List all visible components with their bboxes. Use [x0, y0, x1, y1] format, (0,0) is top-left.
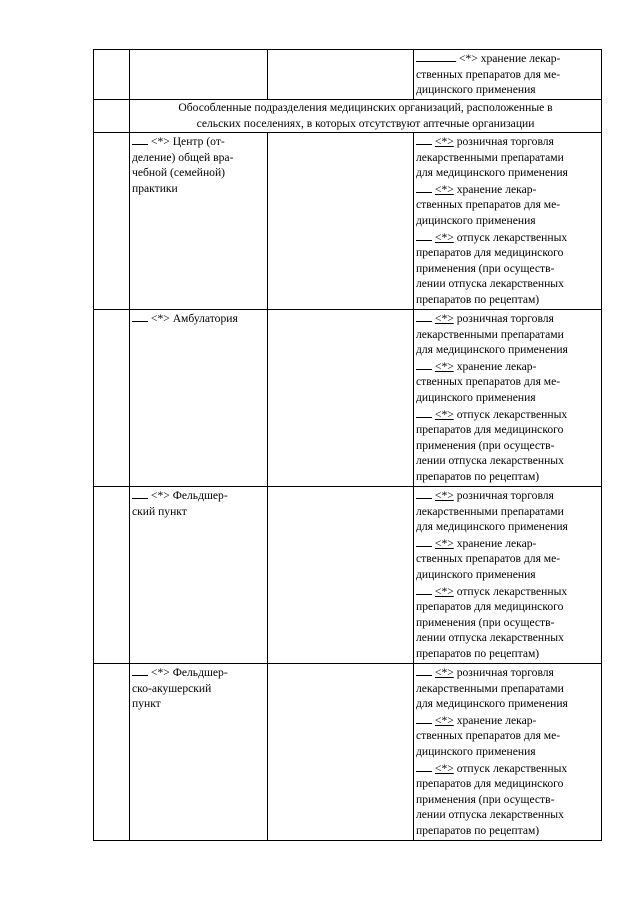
footnote-marker: <*> [150, 135, 170, 148]
retail-entry [416, 310, 599, 358]
section-header [130, 100, 602, 133]
entry-text: дицинского применения [416, 390, 536, 404]
units-body [94, 133, 602, 841]
footnote-marker: <*> [434, 312, 454, 325]
footnote-marker: <*> [150, 489, 170, 502]
section-header-text: сельских поселениях, в которых отсутствуют аптечные организации [196, 116, 535, 130]
entry-text: для медицинского применения [416, 343, 568, 357]
entry-text: дицинского применения [416, 213, 536, 227]
footnote-marker: <*> [434, 230, 454, 244]
address-cell [268, 487, 414, 664]
unit-name-text: Амбулатория [172, 312, 238, 325]
entry-text: отпуск лекарственных [456, 230, 568, 244]
unit-name-cell [130, 310, 268, 487]
entry-text: для медицинского применения [416, 520, 568, 534]
entry-text: для медицинского применения [416, 166, 568, 180]
entry-text: ственных препаратов для ме- [416, 67, 561, 81]
unit-name-text: Фельдшер- [172, 489, 228, 502]
unit-name-text: ский пункт [132, 504, 187, 518]
entry-text: применения (при осуществ- [416, 261, 555, 275]
checkbox-blank[interactable] [416, 664, 432, 676]
address-cell [268, 50, 414, 100]
checkbox-blank[interactable] [416, 406, 432, 418]
footnote-marker: <*> [434, 407, 454, 421]
entry-text: розничная торговля [456, 135, 554, 148]
index-cell [94, 664, 130, 841]
checkbox-blank[interactable] [416, 229, 432, 241]
entry-text: применения (при осуществ- [416, 792, 555, 806]
unit-name-cell [130, 50, 268, 100]
entry-text: розничная торговля [456, 666, 554, 679]
entry-text: ственных препаратов для ме- [416, 552, 561, 566]
footnote-marker: <*> [434, 489, 454, 502]
entry-text: хранение лекар- [456, 182, 537, 196]
entry-text: ственных препаратов для ме- [416, 729, 561, 743]
entry-text: препаратов по рецептам) [416, 292, 540, 306]
table-row [94, 50, 602, 100]
checkbox-blank[interactable] [416, 310, 432, 322]
entry-text: дицинского применения [416, 744, 536, 758]
activity-cell [414, 133, 602, 310]
entry-text: хранение лекар- [456, 359, 537, 373]
footnote-marker: <*> [434, 761, 454, 775]
footnote-marker: <*> [434, 584, 454, 598]
footnote-marker: <*> [434, 536, 454, 550]
checkbox-blank[interactable] [416, 50, 456, 62]
activity-cell [414, 487, 602, 664]
activity-cell [414, 50, 602, 100]
checkbox-blank[interactable] [132, 664, 148, 676]
dispense-entry [416, 583, 599, 662]
entry-text: препаратов по рецептам) [416, 646, 540, 660]
address-cell [268, 664, 414, 841]
unit-name-text: чебной (семейной) [132, 166, 226, 180]
entry-text: лекарственными препаратами [416, 504, 564, 518]
unit-name-cell [130, 664, 268, 841]
dispense-entry [416, 760, 599, 839]
entry-text: применения (при осуществ- [416, 438, 555, 452]
entry-text: отпуск лекарственных [456, 407, 568, 421]
entry-text: дицинского применения [416, 83, 536, 97]
footnote-marker: <*> [434, 666, 454, 679]
activity-cell [414, 664, 602, 841]
storage-entry [416, 535, 599, 583]
entry-text: лении отпуска лекарственных [416, 631, 564, 645]
activity-cell [414, 310, 602, 487]
entry-text: лекарственными препаратами [416, 150, 564, 164]
index-cell [94, 487, 130, 664]
unit-name-text: Фельдшер- [172, 666, 228, 679]
checkbox-blank[interactable] [416, 358, 432, 370]
entry-text: хранение лекар- [456, 713, 537, 727]
storage-entry [416, 50, 599, 98]
entry-text: ственных препаратов для ме- [416, 198, 561, 212]
index-cell [94, 133, 130, 310]
entry-text: лении отпуска лекарственных [416, 277, 564, 291]
footnote-marker: <*> [434, 182, 454, 196]
entry-text: препаратов для медицинского [416, 246, 564, 260]
licensing-table [93, 49, 602, 841]
footnote-marker: <*> [434, 713, 454, 727]
entry-text: применения (при осуществ- [416, 615, 555, 629]
entry-text: розничная торговля [456, 489, 554, 502]
checkbox-blank[interactable] [416, 760, 432, 772]
retail-entry [416, 664, 599, 712]
table-row [94, 487, 602, 664]
retail-entry [416, 133, 599, 181]
entry-text: отпуск лекарственных [456, 761, 568, 775]
dispense-entry [416, 229, 599, 308]
entry-text: препаратов для медицинского [416, 423, 564, 437]
entry-text: хранение лекар- [480, 52, 561, 65]
entry-text: хранение лекар- [456, 536, 537, 550]
entry-text: препаратов для медицинского [416, 777, 564, 791]
footnote-marker: <*> [150, 666, 170, 679]
retail-entry [416, 487, 599, 535]
checkbox-blank[interactable] [416, 487, 432, 499]
entry-text: лекарственными препаратами [416, 327, 564, 341]
checkbox-blank[interactable] [416, 181, 432, 193]
entry-text: препаратов по рецептам) [416, 469, 540, 483]
entry-text: препаратов для медицинского [416, 600, 564, 614]
address-cell [268, 310, 414, 487]
table-row [94, 133, 602, 310]
checkbox-blank[interactable] [132, 133, 148, 145]
storage-entry [416, 712, 599, 760]
index-cell [94, 100, 130, 133]
storage-entry [416, 358, 599, 406]
checkbox-blank[interactable] [416, 535, 432, 547]
unit-name-cell [130, 133, 268, 310]
unit-name-text: практики [132, 181, 178, 195]
entry-text: дицинского применения [416, 567, 536, 581]
footnote-marker: <*> [458, 52, 478, 65]
storage-entry [416, 181, 599, 229]
entry-text: отпуск лекарственных [456, 584, 568, 598]
index-cell [94, 50, 130, 100]
unit-name-cell [130, 487, 268, 664]
entry-text: для медицинского применения [416, 697, 568, 711]
table-row [94, 310, 602, 487]
entry-text: лении отпуска лекарственных [416, 808, 564, 822]
address-cell [268, 133, 414, 310]
entry-text: ственных препаратов для ме- [416, 375, 561, 389]
entry-text: лении отпуска лекарственных [416, 454, 564, 468]
entry-text: препаратов по рецептам) [416, 823, 540, 837]
unit-name-text: деление) общей вра- [132, 150, 234, 164]
footnote-marker: <*> [434, 359, 454, 373]
footnote-marker: <*> [434, 135, 454, 148]
checkbox-blank[interactable] [416, 712, 432, 724]
section-header-text: Обособленные подразделения медицинских организаций, расположенные в [178, 101, 553, 114]
entry-text: лекарственными препаратами [416, 681, 564, 695]
checkbox-blank[interactable] [416, 133, 432, 145]
entry-text: розничная торговля [456, 312, 554, 325]
footnote-marker: <*> [150, 312, 170, 325]
unit-name-text: Центр (от- [172, 135, 225, 148]
checkbox-blank[interactable] [416, 583, 432, 595]
unit-name-text: пункт [132, 697, 161, 711]
dispense-entry [416, 406, 599, 485]
unit-name-text: ско-акушерский [132, 681, 212, 695]
index-cell [94, 310, 130, 487]
section-header-row [94, 100, 602, 133]
checkbox-blank[interactable] [132, 487, 148, 499]
table-row [94, 664, 602, 841]
checkbox-blank[interactable] [132, 310, 148, 322]
